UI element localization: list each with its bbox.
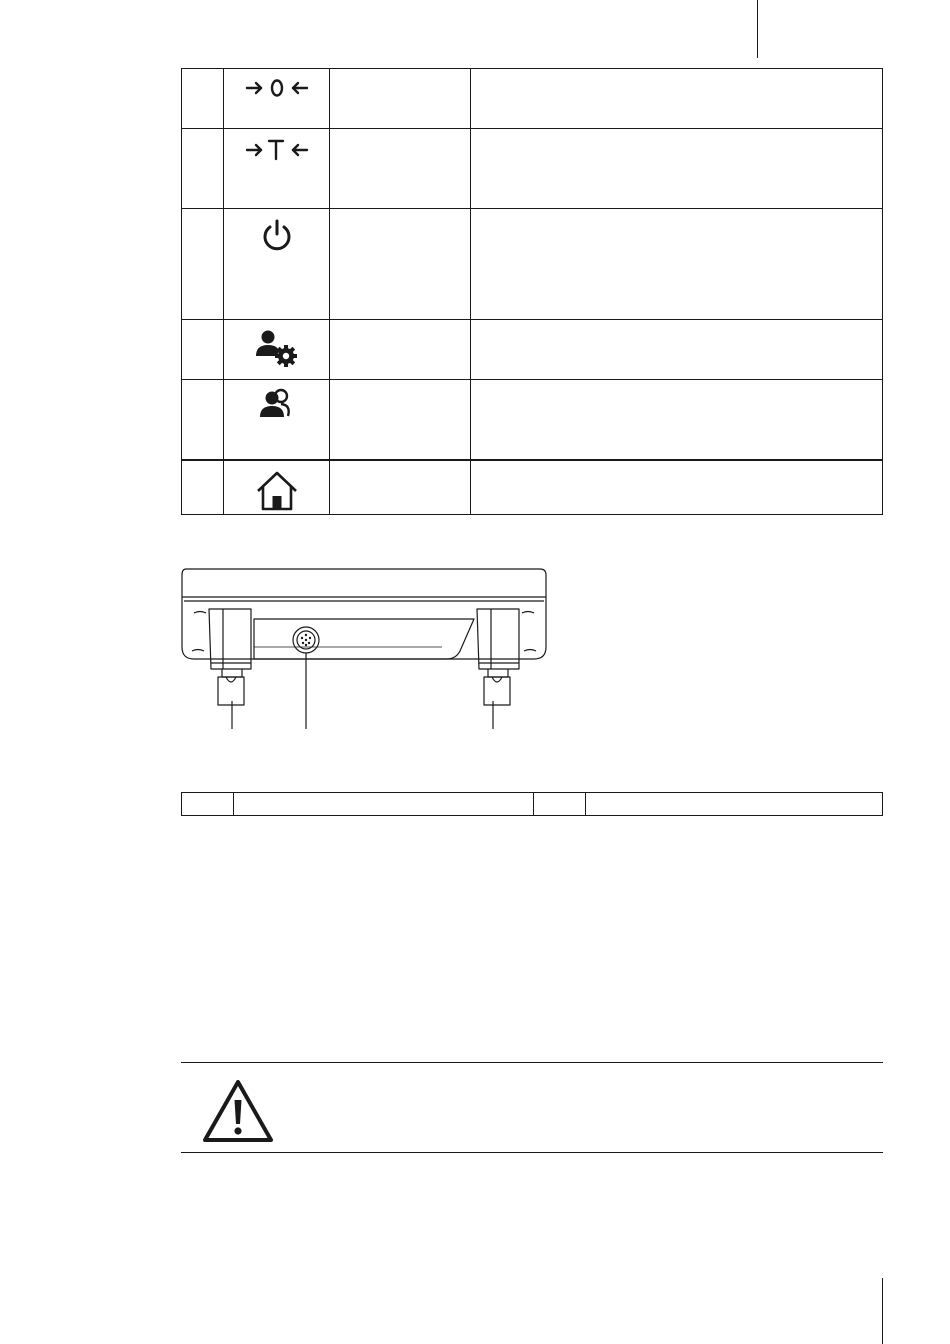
row-number: [182, 380, 223, 396]
legend-description: [234, 793, 534, 816]
terminal-rear-view-icon: [178, 565, 550, 733]
row-number: [182, 209, 223, 225]
top-margin-rule: [757, 0, 758, 58]
row-number: [182, 320, 223, 336]
power-icon: [259, 217, 295, 253]
key-description: [471, 69, 882, 85]
key-name: [330, 461, 470, 477]
row-number: [182, 69, 223, 85]
key-name: [330, 209, 470, 225]
key-description: [471, 380, 882, 396]
key-table: [181, 68, 883, 515]
legend-number: [534, 793, 586, 816]
user-settings-icon: [254, 328, 300, 368]
table-row: [182, 793, 883, 816]
key-description: [471, 209, 882, 225]
page-margin-rule: [882, 1278, 883, 1344]
key-description: [471, 461, 882, 477]
key-name: [330, 69, 470, 85]
legend-description: [586, 793, 883, 816]
table-row: [182, 380, 883, 461]
table-row: [182, 69, 883, 129]
table-row: [182, 320, 883, 380]
key-name: [330, 320, 470, 336]
user-change-icon: [257, 388, 297, 422]
legend-table: [181, 792, 883, 816]
warning-top-rule: [181, 1062, 883, 1063]
key-description: [471, 129, 882, 145]
table-row: [182, 209, 883, 320]
zero-key-icon: [242, 77, 312, 101]
tare-key-icon: [242, 137, 312, 163]
key-name: [330, 380, 470, 396]
row-number: [182, 461, 223, 477]
row-number: [182, 129, 223, 145]
warning-bottom-rule: [181, 1152, 883, 1153]
key-description: [471, 320, 882, 336]
table-row: [182, 460, 883, 515]
legend-number: [182, 793, 234, 816]
table-row: [182, 129, 883, 209]
home-icon: [254, 469, 300, 511]
warning-triangle-icon: [201, 1078, 275, 1144]
key-name: [330, 129, 470, 145]
